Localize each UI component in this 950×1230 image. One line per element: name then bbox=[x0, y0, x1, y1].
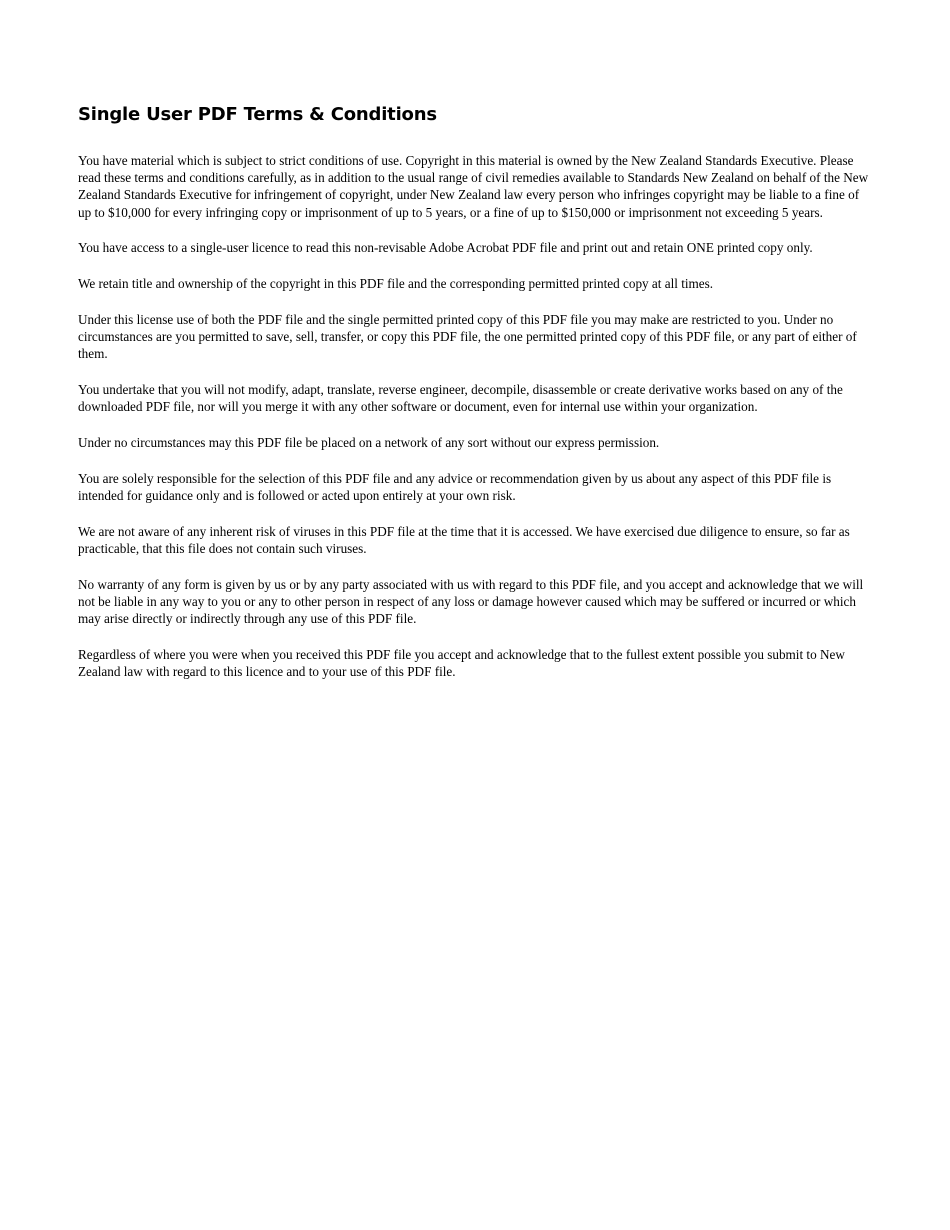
paragraph-no-modification: You undertake that you will not modify, adapt, translate, reverse engineer, decompile, disassemble or create derivative works based on any of the downloaded PDF file, nor will you merge it with any other software or document, even for internal use within your organization. bbox=[78, 382, 843, 415]
paragraph-viruses: We are not aware of any inherent risk of viruses in this PDF file at the time that it is accessed. We have exercised due diligence to ensure, so far as practicable, that this file does not contain such viruses. bbox=[78, 524, 850, 557]
document-page bbox=[78, 103, 874, 699]
document-title: Single User PDF Terms & Conditions bbox=[78, 104, 437, 125]
paragraph-single-user-licence: You have access to a single-user licence to read this non-revisable Adobe Acrobat PDF file and print out and retain ONE printed copy only. bbox=[78, 240, 813, 256]
paragraph-no-warranty: No warranty of any form is given by us or by any party associated with us with regard to this PDF file, and you accept and acknowledge that we will not be liable in any way to you or any to other person in respect of any loss or damage however caused which may be suffered or incurred or which may arise directly or indirectly through any use of this PDF file. bbox=[78, 577, 864, 627]
paragraph-no-network: Under no circumstances may this PDF file be placed on a network of any sort without our express permission. bbox=[78, 435, 660, 451]
paragraph-copyright-notice: You have material which is subject to strict conditions of use. Copyright in this material is owned by the New Zealand Standards Executive. Please read these terms and conditions carefully, as in addition to the usual range of civil remedies available to Standards New Zealand on behalf of the New Zealand Standards Executive for infringement of copyright, under New Zealand law every person who infringes copyright may be liable to a fine of up to $10,000 for every infringing copy or imprisonment of up to 5 years, or a fine of up to $150,000 or imprisonment not exceeding 5 years. bbox=[78, 153, 869, 220]
paragraph-usage-restrictions: Under this license use of both the PDF file and the single permitted printed copy of this PDF file you may make are restricted to you. Under no circumstances are you permitted to save, sell, transfer, or copy this PDF file, the one permitted printed copy of this PDF file, or any part of either of them. bbox=[78, 312, 857, 362]
paragraph-responsibility: You are solely responsible for the selection of this PDF file and any advice or recommendation given by us about any aspect of this PDF file is intended for guidance only and is followed or acted upon entirely at your own risk. bbox=[78, 471, 832, 504]
paragraph-title-ownership: We retain title and ownership of the copyright in this PDF file and the corresponding permitted printed copy at all times. bbox=[78, 276, 714, 292]
paragraph-governing-law: Regardless of where you were when you received this PDF file you accept and acknowledge that to the fullest extent possible you submit to New Zealand law with regard to this licence and to your use of this PDF file. bbox=[78, 647, 845, 680]
